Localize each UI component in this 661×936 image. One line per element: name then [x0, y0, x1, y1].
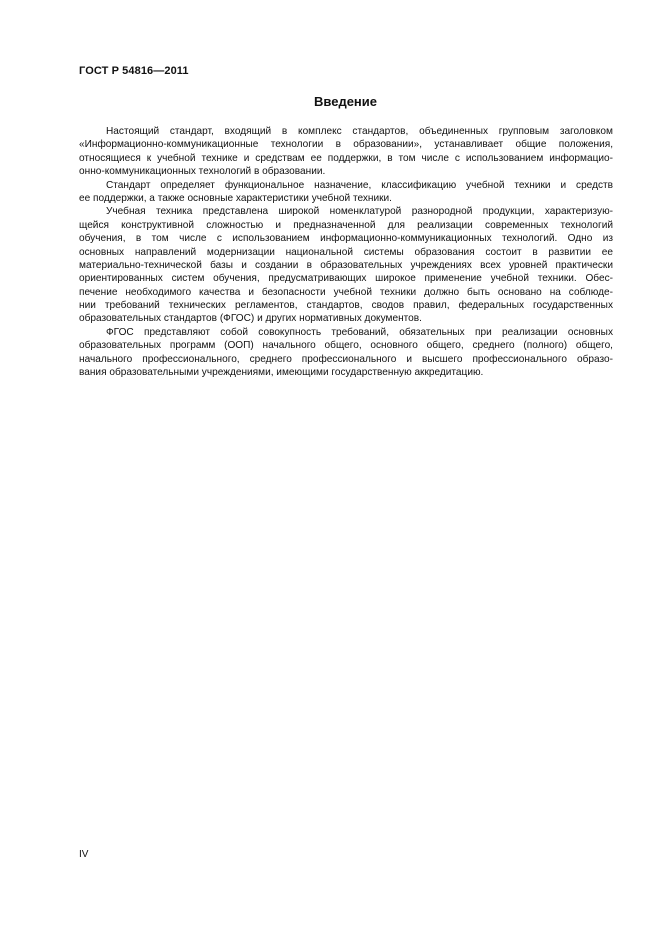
text-line: ее поддержки, а также основные характеристики учебной техники.: [79, 192, 392, 204]
text-line: «Информационно-коммуникационные технологии в образовании», устанавливает общие положения,: [79, 139, 613, 151]
paragraph-1: [79, 125, 613, 179]
page-number: IV: [79, 849, 89, 860]
text-line: обучения, в том числе с использованием информационно-коммуникационных технологий. Одно из: [79, 233, 613, 245]
document-body: [79, 125, 613, 379]
text-line: материально-технической базы и создании в образовательных учреждениях всех уровней практически: [79, 259, 613, 271]
paragraph-3: [79, 205, 613, 326]
text-line: ФГОС представляют собой совокупность требований, обязательных при реализации основных: [106, 326, 613, 338]
section-title: Введение: [314, 94, 377, 109]
paragraph-2: [79, 179, 613, 206]
document-header: ГОСТ Р 54816—2011: [79, 65, 189, 77]
text-line: образовательных стандартов (ФГОС) и других нормативных документов.: [79, 313, 422, 325]
text-line: щейся конструктивной сложностью и предназначенной для реализации современных технологий: [79, 219, 613, 231]
text-line: Стандарт определяет функциональное назначение, классификацию учебной техники и средств: [106, 179, 613, 191]
text-line: основных направлений модернизации национальной системы образования состоит в развитии ее: [79, 246, 613, 258]
text-line: вания образовательными учреждениями, имеющими государственную аккредитацию.: [79, 367, 484, 379]
text-line: ориентированных систем обучения, предусматривающих широкое применение учебной техники. Обес-: [79, 273, 613, 285]
text-line: относящиеся к учебной технике и средствам ее поддержки, в том числе с использованием информацио-: [79, 152, 613, 164]
paragraph-4: [79, 326, 613, 380]
text-line: нии требований технических регламентов, стандартов, сводов правил, федеральных государственных: [79, 300, 613, 312]
text-line: Настоящий стандарт, входящий в комплекс стандартов, объединенных групповым заголовком: [106, 126, 613, 137]
text-line: онно-коммуникационных технологий в образовании.: [79, 166, 326, 178]
text-line: образовательных программ (ООП) начального общего, основного общего, среднего (полного) общего,: [79, 340, 613, 352]
text-line: Учебная техника представлена широкой номенклатурой разнородной продукции, характеризую-: [106, 206, 613, 218]
text-line: печение необходимого качества и безопасности учебной техники должно быть основано на соблюде-: [79, 286, 613, 298]
text-line: начального профессионального, среднего профессионального и высшего профессионального образо-: [79, 353, 613, 365]
